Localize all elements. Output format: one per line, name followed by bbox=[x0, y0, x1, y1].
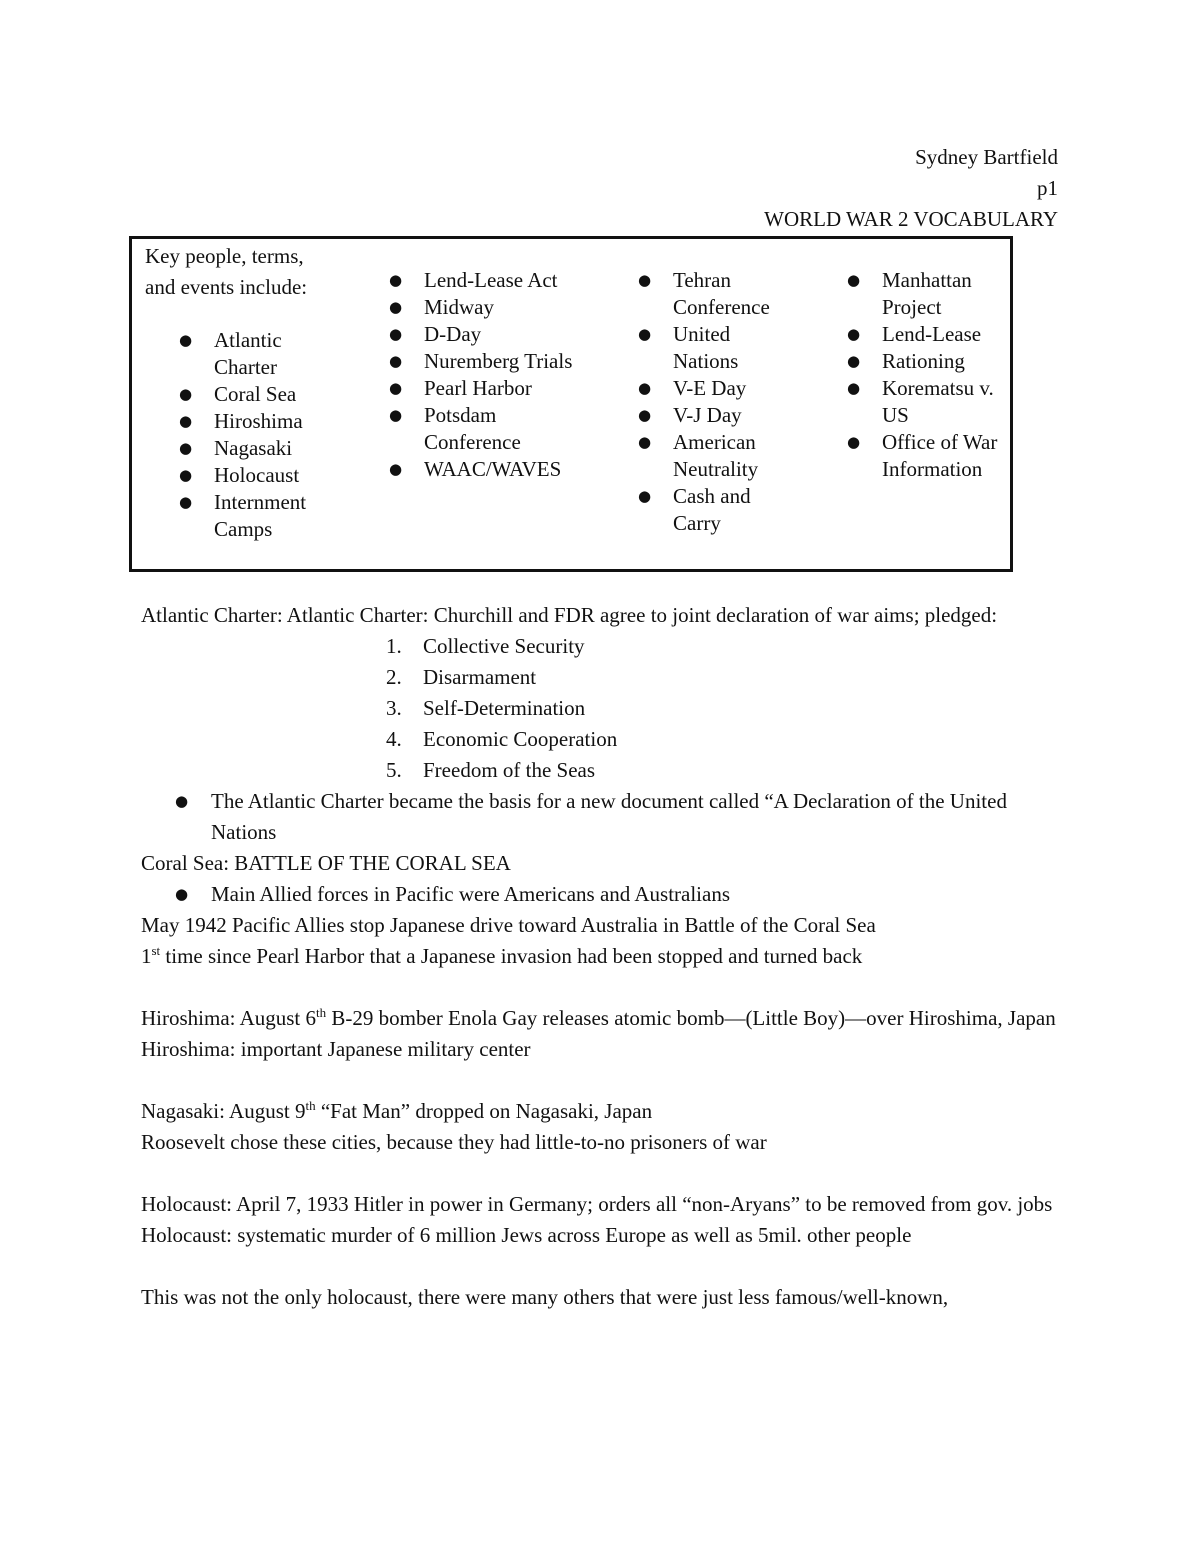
pledge-item bbox=[386, 755, 1061, 786]
vocab-item: ● Lend-Lease Act bbox=[389, 267, 589, 294]
atlantic-notes bbox=[175, 786, 1061, 848]
ordinal-suffix: th bbox=[316, 1005, 327, 1020]
vocab-item: ● Cash and Carry bbox=[638, 483, 798, 537]
hiroshima-line-2: Hiroshima: important Japanese military center bbox=[141, 1037, 531, 1061]
vocab-item: ● Atlantic Charter bbox=[179, 327, 334, 381]
hiroshima-text: B-29 bomber Enola Gay releases atomic bomb—(Little Boy)—over Hiroshima, Japan bbox=[326, 1006, 1056, 1030]
holocaust-line-3: This was not the only holocaust, there were many others that were just less famous/well-known, bbox=[141, 1285, 949, 1309]
pledge-text: Collective Security bbox=[423, 634, 585, 658]
vocab-item: ● Korematsu v. US bbox=[847, 375, 1007, 429]
pledge-number: 4. bbox=[386, 727, 402, 751]
holocaust-line-1: Holocaust: April 7, 1933 Hitler in power in Germany; orders all “non-Aryans” to be removed from gov. jobs bbox=[141, 1192, 1053, 1216]
ordinal-suffix: st bbox=[151, 943, 161, 958]
coral-sea-note: ● Main Allied forces in Pacific were Americans and Australians bbox=[175, 879, 1061, 910]
document-title: WORLD WAR 2 VOCABULARY bbox=[764, 207, 1058, 231]
author-name: Sydney Bartfield bbox=[915, 145, 1058, 169]
holocaust-line-2: Holocaust: systematic murder of 6 million Jews across Europe as well as 5mil. other people bbox=[141, 1223, 912, 1247]
coral-sea-line-1: May 1942 Pacific Allies stop Japanese drive toward Australia in Battle of the Coral Sea bbox=[141, 913, 876, 937]
coral-sea-line-2 bbox=[141, 941, 1061, 972]
vocab-item: ● Coral Sea bbox=[179, 381, 334, 408]
hiroshima-line-1 bbox=[141, 1003, 1061, 1034]
vocab-item: ● Pearl Harbor bbox=[389, 375, 589, 402]
vocab-list-2 bbox=[389, 267, 589, 483]
pledge-list bbox=[386, 631, 1061, 786]
vocab-item: ● Tehran Conference bbox=[638, 267, 798, 321]
vocab-item: ● Internment Camps bbox=[179, 489, 334, 543]
pledge-item bbox=[386, 693, 1061, 724]
vocab-column-3 bbox=[590, 238, 800, 571]
vocab-column-4 bbox=[800, 238, 1012, 571]
vocab-item: ● WAAC/WAVES bbox=[389, 456, 589, 483]
vocab-item: ● Nagasaki bbox=[179, 435, 334, 462]
vocab-item: ● D-Day bbox=[389, 321, 589, 348]
vocab-list-4 bbox=[847, 267, 1007, 483]
vocab-item: ● Office of War Information bbox=[847, 429, 1007, 483]
vocab-item: ● Potsdam Conference bbox=[389, 402, 589, 456]
nagasaki-date: Nagasaki: August 9 bbox=[141, 1099, 306, 1123]
nagasaki-line-1 bbox=[141, 1096, 1061, 1127]
pledge-number: 2. bbox=[386, 665, 402, 689]
nagasaki-text: “Fat Man” dropped on Nagasaki, Japan bbox=[315, 1099, 653, 1123]
pledge-text: Freedom of the Seas bbox=[423, 758, 596, 782]
pledge-number: 3. bbox=[386, 696, 402, 720]
vocab-list-3 bbox=[638, 267, 798, 537]
pledge-number: 5. bbox=[386, 758, 402, 782]
vocab-item: ● United Nations bbox=[638, 321, 798, 375]
pledge-number: 1. bbox=[386, 634, 402, 658]
pledge-text: Economic Cooperation bbox=[423, 727, 618, 751]
pledge-item bbox=[386, 662, 1061, 693]
coral-sea-heading: Coral Sea: BATTLE OF THE CORAL SEA bbox=[141, 851, 511, 875]
vocab-item: ● V-J Day bbox=[638, 402, 798, 429]
hiroshima-date: Hiroshima: August 6 bbox=[141, 1006, 317, 1030]
atlantic-note: ● The Atlantic Charter became the basis for a new document called “A Declaration of the United Nations bbox=[175, 786, 1061, 848]
vocab-column-2 bbox=[339, 238, 590, 571]
coral-sea-line-2-text: time since Pearl Harbor that a Japanese invasion had been stopped and turned back bbox=[160, 944, 863, 968]
ordinal-suffix: th bbox=[305, 1098, 316, 1113]
vocab-item: ● Manhattan Project bbox=[847, 267, 1007, 321]
vocab-item: ● V-E Day bbox=[638, 375, 798, 402]
vocabulary-table bbox=[129, 236, 1013, 572]
page-number: p1 bbox=[1037, 176, 1058, 200]
vocab-item: ● Holocaust bbox=[179, 462, 334, 489]
pledge-item bbox=[386, 631, 1061, 662]
nagasaki-line-2: Roosevelt chose these cities, because they had little-to-no prisoners of war bbox=[141, 1130, 767, 1154]
atlantic-charter-text: Atlantic Charter: Atlantic Charter: Churchill and FDR agree to joint declaration of war aims; pledged: bbox=[141, 603, 998, 627]
document-body bbox=[141, 600, 1061, 1313]
vocab-item: ● Midway bbox=[389, 294, 589, 321]
vocab-item: ● Nuremberg Trials bbox=[389, 348, 589, 375]
vocab-item: ● American Neutrality bbox=[638, 429, 798, 483]
vocab-item: ● Lend-Lease bbox=[847, 321, 1007, 348]
vocab-item: ● Hiroshima bbox=[179, 408, 334, 435]
ordinal-number: 1 bbox=[141, 944, 152, 968]
pledge-text: Self-Determination bbox=[423, 696, 586, 720]
coral-sea-notes bbox=[175, 879, 1061, 910]
vocab-intro: Key people, terms, and events include: bbox=[145, 244, 308, 299]
pledge-item bbox=[386, 724, 1061, 755]
vocab-list-1 bbox=[179, 327, 334, 543]
vocab-item: ● Rationing bbox=[847, 348, 1007, 375]
pledge-text: Disarmament bbox=[423, 665, 537, 689]
vocab-column-1 bbox=[131, 238, 340, 571]
